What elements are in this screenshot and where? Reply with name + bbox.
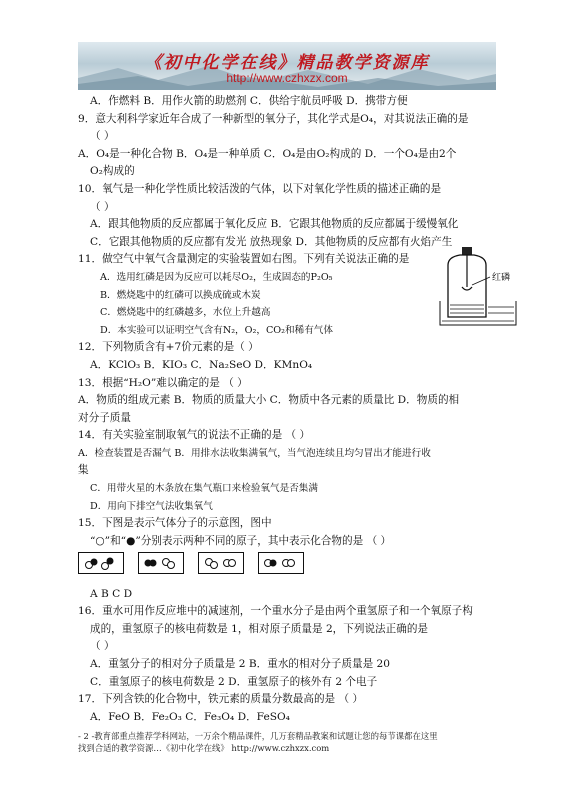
q13-options-b: 对分子质量 — [78, 411, 131, 424]
q11-option-a: A．选用红磷是因为反应可以耗尽O₂，生成固态的P₂O₅ — [100, 271, 333, 283]
molecule-box-d — [258, 552, 304, 574]
q15-option-letters: A B C D — [90, 587, 133, 600]
molecule-box-a — [78, 552, 124, 574]
apparatus-figure — [438, 247, 518, 327]
q10-stem: 10．氧气是一种化学性质比较活泼的气体，以下对氧化学性质的描述正确的是 — [78, 182, 442, 195]
q15-stem-cont: “○”和“●”分别表示两种不同的原子，其中表示化合物的是 （ ） — [90, 534, 392, 547]
q9-stem: 9．意大利科学家近年合成了一种新型的氧分子，其化学式是O₄，对其说法正确的是 — [78, 112, 469, 125]
footer-line-2: 找到合适的教学资源…《初中化学在线》 http://www.czhxzx.com — [78, 743, 330, 753]
q14-option-ab: A．检查装置是否漏气 B．用排水法收集满氧气，当气泡连续且均匀冒出才能进行收 — [78, 447, 431, 459]
q14-stem: 14．有关实验室制取氧气的说法不正确的是 （ ） — [78, 429, 311, 442]
stopper — [462, 247, 472, 255]
apparatus-label: 红磷 — [492, 273, 511, 283]
q16-stem: 16．重水可用作反应堆中的减速剂，一个重水分子是由两个重氢原子和一个氧原子构 — [78, 605, 473, 618]
q17-stem: 17．下列含铁的化合物中，铁元素的质量分数最高的是 （ ） — [78, 693, 364, 706]
question-content — [78, 93, 518, 726]
q13-stem: 13．根据“H₂O”难以确定的是 （ ） — [78, 376, 248, 389]
molecule-diagrams — [78, 552, 378, 576]
molecule-box-c — [198, 552, 244, 574]
spoon-cup — [462, 287, 472, 290]
q11-option-c: C．燃烧匙中的红磷越多，水位上升越高 — [100, 307, 271, 319]
q11-option-d: D．本实验可以证明空气含有N₂，O₂，CO₂和稀有气体 — [100, 324, 333, 336]
footer-line-1: - 2 -教育部重点推荐学科网站，一万余个精品课件，几万套精品教案和试题让您的每节课都在这里 — [78, 731, 438, 741]
q10-options-cd: C．它跟其他物质的反应都有发光 放热现象 D．其他物质的反应都有火焰产生 — [90, 235, 453, 248]
q17-options: A．FeO B．Fe₂O₃ C．Fe₃O₄ D．FeSO₄ — [90, 710, 290, 723]
q9-options-a: A．O₄是一种化合物 B．O₄是一种单质 C．O₄是由O₂构成的 D．一个O₄是由2个 — [78, 147, 457, 160]
q11-stem: 11．做空气中氧气含量测定的实验装置如右图。下列有关说法正确的是 — [78, 253, 410, 266]
q16-options-ab: A．重氢分子的相对分子质量是 2 B．重水的相对分子质量是 20 — [90, 658, 391, 670]
q13-options-a: A．物质的组成元素 B．物质的质量大小 C．物质中各元素的质量比 D．物质的相 — [78, 394, 460, 407]
q10-bracket: （ ） — [90, 200, 115, 213]
q9-options-b: O₂构成的 — [90, 165, 135, 178]
q14-option-ab-cont: 集 — [78, 464, 89, 477]
q12-options: A．KClO₃ B．KIO₃ C．Na₂SeO D．KMnO₄ — [90, 358, 313, 371]
banner-title: 《初中化学在线》精品教学资源库 — [144, 53, 430, 73]
q10-options-ab: A．跟其他物质的反应都属于氧化反应 B．它跟其他物质的反应都属于缓慢氧化 — [90, 218, 459, 231]
q16-stem-cont: 成的，重氢原子的核电荷数是 1，相对原子质量是 2，下列说法正确的是 — [90, 622, 429, 635]
q16-options-cd: C．重氢原子的核电荷数是 2 D．重氢原子的核外有 2 个电子 — [90, 675, 378, 688]
header-banner — [78, 42, 496, 90]
q9-bracket: （ ） — [90, 130, 115, 143]
q12-stem: 12．下列物质含有+7价元素的是（ ） — [78, 341, 259, 354]
q11-option-b: B．燃烧匙中的红磷可以换成硫或木炭 — [100, 289, 261, 301]
q15-stem: 15．下图是表示气体分子的示意图，图中 — [78, 517, 272, 530]
molecule-box-b — [138, 552, 184, 574]
q8-options: A．作燃料 B．用作火箭的助燃剂 C．供给宇航员呼吸 D．携带方便 — [90, 95, 408, 107]
q14-option-d: D．用向下排空气法收集氧气 — [90, 500, 213, 512]
water-lines — [450, 305, 484, 313]
label-pointer — [472, 277, 490, 285]
q16-bracket: （ ） — [90, 640, 115, 653]
page-footer — [78, 730, 518, 754]
q14-option-c: C．用带火星的木条放在集气瓶口来检验氧气是否集满 — [90, 483, 318, 495]
banner-url[interactable]: http://www.czhxzx.com — [226, 71, 348, 85]
